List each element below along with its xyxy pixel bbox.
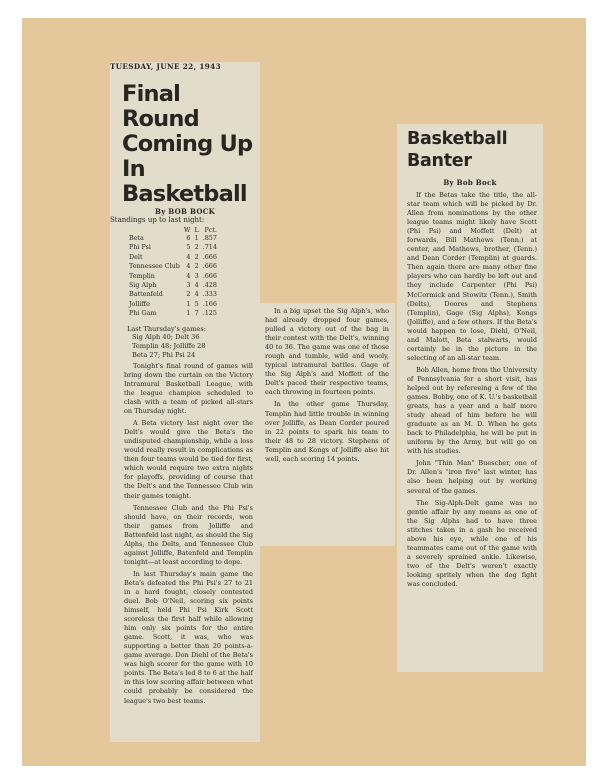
paragraph: Tonight's final round of games will bring down the curtain on the Victory Intramural Basketball League, with the league champion scheduled to clash with a team of picked all-stars on Thursday night. <box>124 361 253 416</box>
team-name: Phi Psi <box>129 243 151 252</box>
article-body <box>265 307 389 464</box>
wins: 2 <box>186 290 191 299</box>
paragraph: Tennessee Club and the Phi Psi's should have, on their records, won their games from Jolliffe and Battenfeld last night, as should the Sig Alphs, the Delts, and Tennessee Club against Jolliffe, Batenfeld and Templin tonight—at least according to dope. <box>124 503 253 566</box>
headline-banter <box>407 128 543 172</box>
dateline: TUESDAY, JUNE 22, 1943 <box>110 62 221 71</box>
headline-line: In Basketball <box>122 156 247 207</box>
team-name: Jolliffe <box>129 299 150 308</box>
standings-row <box>127 243 219 252</box>
win-pct: .428 <box>202 281 217 290</box>
win-pct: .666 <box>202 271 217 280</box>
wins: 1 <box>186 299 191 308</box>
losses: 4 <box>194 290 199 299</box>
win-pct: .166 <box>202 299 217 308</box>
losses: 2 <box>194 262 199 271</box>
win-pct: .333 <box>202 290 217 299</box>
losses: 5 <box>194 299 199 308</box>
standings-row <box>127 290 219 299</box>
game-result: Beta 27; Phi Psi 24 <box>132 351 196 360</box>
wins: 5 <box>186 243 191 252</box>
team-name: Beta <box>129 234 144 242</box>
losses: 3 <box>194 271 199 280</box>
team-name: Sig Alph <box>129 281 157 290</box>
clipping-basketball-banter <box>397 124 543 672</box>
game-result: Templin 48; Jolliffe 28 <box>132 342 206 351</box>
team-name: Delt <box>129 252 143 261</box>
standings-row <box>127 272 219 281</box>
games-list <box>127 325 260 360</box>
wins: 4 <box>186 271 191 280</box>
losses: 4 <box>194 281 199 290</box>
headline-line: Coming Up <box>122 131 253 157</box>
team-name: Tennessee Club <box>129 262 180 271</box>
article-body <box>407 191 537 589</box>
col-header: Pct. <box>204 226 217 234</box>
losses: 2 <box>194 252 199 261</box>
clipping-continued <box>259 303 395 546</box>
team-name: Battenfeld <box>129 290 163 299</box>
standings-row <box>127 253 219 262</box>
paragraph: A Beta victory last night over the Delt's would give the Beta's the undisputed championship, while a loss would really result in complications as then four teams would be tied for first, which would require two extra nights for playoffs, providing of course that the Delt's and the Tennessee Club win their games tonight. <box>124 419 253 500</box>
paragraph: Bob Allen, home from the University of Pennsylvania for a short visit, has helped out by refereeing a few of the games. Bobby, one of K. U.'s basketball greats, has a year and a half more study ahead of him before he will graduate as an M. D. When he gets back to Philadelphia, he will be put in uniform by the Army, but will go on with his studies. <box>407 365 537 456</box>
standings-row <box>127 262 219 271</box>
win-pct: .857 <box>202 234 217 242</box>
standings-row <box>127 309 219 318</box>
headline-line: Basketball <box>407 129 508 149</box>
team-name: Templin <box>129 271 155 280</box>
standings-row <box>127 300 219 309</box>
paragraph: In last Thursday's main game the Beta's defeated the Phi Psi's 27 to 21 in a hard fought, closely contested duel. Bob O'Neil, scoring six points himself, held Phi Psi Kirk Scott scoreless the first half while allowing him only six points for the entire game. Scott, it was, who was supporting a better than 20 points-a-game average. Don Diehl of the Beta's was high scorer for the game with 10 points. The Beta's led 8 to 6 at the half in this low scoring affair between what could probably be considered the league's two best teams. <box>124 569 253 705</box>
paragraph: If the Betas take the title, the all-star team which will be picked by Dr. Allen from nominations by the other league teams might likely have Scott (Phi Psi) and Moffett (Delt) at forwards, Bill Mathews (Tenn.) at center, and Mathews, brother, (Tenn.) and Dean Corder (Templin) at guards. Then again there are many other fine players who can hardly be left out and they include Carpenter (Phi Psi) McCormick and Stowitz (Tenn.), Smith (Delts), Doores and Stephens (Templin), Gage (Sig Alphs), Kongs (Jolliffe), and a few others. If the Beta's would happen to lose, Diehl, O'Neil, and Malott, Beta stalwarts, would certainly be in the picture in the selecting of an all-star team. <box>407 191 537 362</box>
wins: 3 <box>186 281 191 290</box>
wins: 1 <box>186 309 191 318</box>
losses: 2 <box>194 243 199 252</box>
win-pct: .666 <box>202 262 217 271</box>
standings-row <box>127 281 219 290</box>
byline: By Bob Bock <box>443 178 497 187</box>
headline-line: Banter <box>407 151 472 171</box>
paragraph: In a big upset the Sig Alph's, who had already dropped four games, pulled a victory out of the bag in their contest with the Delt's, winning 40 to 36. The game was one of those rough and tumble, wild and wooly, typical intramural battles. Gage of the Sig Alph's and Moffett of the Delt's paced their respective teams, each throwing in fourteen points. <box>265 307 389 397</box>
wins: 6 <box>186 234 191 242</box>
byline: By BOB BOCK <box>154 207 216 216</box>
losses: 1 <box>194 234 199 242</box>
losses: 7 <box>194 309 199 318</box>
standings-row <box>127 234 219 243</box>
clipping-final-round <box>110 62 260 742</box>
headline-final-round <box>122 82 260 207</box>
paragraph: John "Thin Man" Buescher, one of Dr. Allen's "iron five" last winter, has also been helping out by working several of the games. <box>407 459 537 495</box>
standings-title: Standings up to last night: <box>110 216 205 224</box>
wins: 4 <box>186 252 191 261</box>
win-pct: .714 <box>202 243 217 252</box>
paragraph: In the other game Thursday, Templin had little trouble in winning over Jolliffe, as Dean Corder poured in 22 points to spark his team to their 48 to 28 victory. Stephens of Templin and Kongs of Jolliffe also hit well, each scoring 14 points. <box>265 400 389 463</box>
standings-header <box>127 226 219 234</box>
paragraph: The Sig-Alph-Delt game was no gentle affair by any means as one of the Sig Alphs had to have three stitches taken in a gash he received above his eye, while one of his teammates came out of the game with a severely sprained ankle. Likewise, two of the Delt's weren't exactly looking spritely when the dog fight was concluded. <box>407 498 537 588</box>
col-header: L <box>194 226 199 234</box>
game-result: Sig Alph 40; Delt 36 <box>132 333 200 342</box>
win-pct: .666 <box>202 252 217 261</box>
games-title: Last Thursday's games: <box>127 324 206 333</box>
win-pct: .125 <box>202 309 217 318</box>
wins: 4 <box>186 262 191 271</box>
team-name: Phi Gam <box>129 309 157 318</box>
col-header: W <box>183 226 191 234</box>
standings-table <box>127 226 219 319</box>
article-body <box>124 362 253 706</box>
headline-line: Final Round <box>122 81 199 132</box>
